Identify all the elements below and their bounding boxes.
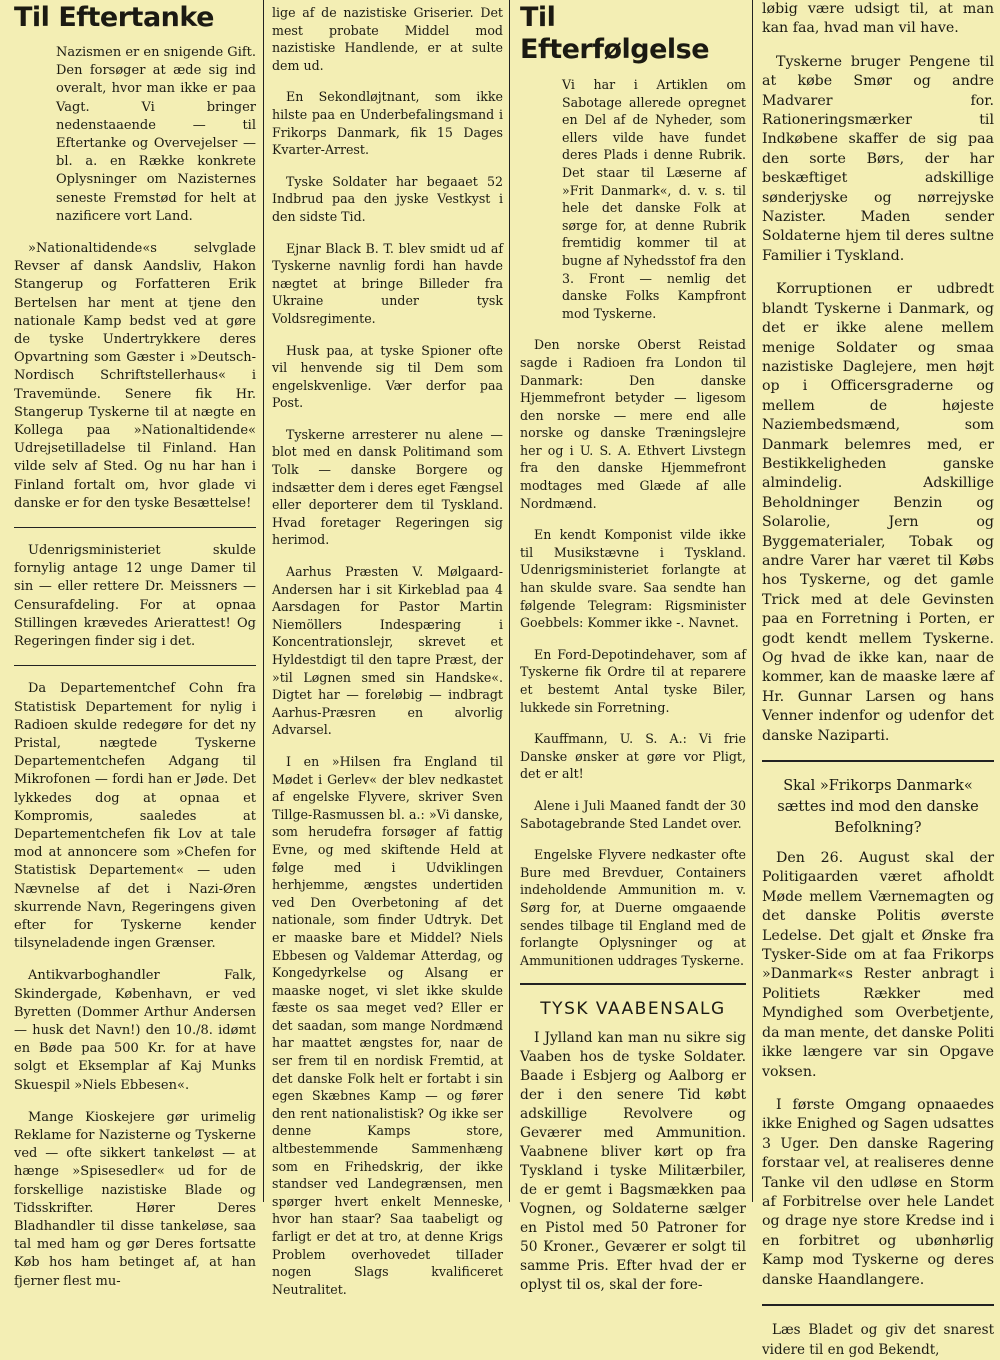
column-til-efterfolgelse bbox=[512, 0, 752, 1294]
column-rule bbox=[263, 0, 264, 1202]
article-paragraph: En kendt Komponist vilde ikke til Musikstævne i Tyskland. Udenrigsministeriet forlangte at han skulde svare. Saa sendte han følgende Telegram: Rigsminister Goebbels: Kommer ikke -. Navnet. bbox=[520, 527, 746, 631]
section-heading: Til Efterfølgelse bbox=[520, 2, 710, 65]
divider bbox=[520, 983, 746, 985]
divider bbox=[14, 527, 256, 528]
article-paragraph: Aarhus Præsten V. Mølgaard-Andersen har i sit Kirkeblad paa 4 Aarsdagen for Pastor Martin Niemöllers Indespæring i Koncentrationslejr, skrevet et Hyldestdigt til den tapre Præst, der »til Løgnen smed sin Handske«. Digtet har — foreløbig — indbragt Aarhus-Præsren en alvorlig Advarsel. bbox=[272, 564, 503, 738]
article-paragraph: Tyske Soldater har begaaet 52 Indbrud paa den jyske Vestkyst i den sidste Tid. bbox=[272, 173, 503, 224]
article-paragraph: I en »Hilsen fra England til Mødet i Gerlev« der blev nedkastet af engelske Flyvere, skriver Sven Tillge-Rasmussen bl. a.: »Vi danske, som herudefra forsøger af fattig Evne, og med skiftende Held at følge med i Udviklingen herhjemme, ængstes undertiden ved Den Overbetoning af det nationale, som finder Udtryk. Det er maaske bare et Middel? Niels Ebbesen og Valdemar Atterdag, og Kongedyrkelse og Alsang er maaske noget, vi slet ikke skulde fæste os saa meget ved? Eller er det saadan, som mange Nordmænd har maattet ængstes for, naar de ser frem til en nordisk Fremtid, at det danske Folk helt er fortabt i sin egen Skæbnes Kamp — og fører den rent nationalistisk? Og ikke ser denne Kamps store, altbestemmende Sammenhæng som en Frihedskrig, der ikke standser ved Landegrænsen, men spørger hvert enkelt Menneske, hvor han staar? Saa taabeligt og farligt er det at tro, at denne Krigs Problem overhovedet tilIader nogen Slags kvalificeret Neutralitet. bbox=[272, 753, 503, 1297]
article-paragraph: En Sekondløjtnant, som ikke hilste paa en Underbefalingsmand i Frikorps Danmark, fik 15 Dages Kvarter-Arrest. bbox=[272, 89, 503, 158]
intro-paragraph: Vi har i Artiklen om Sabotage allerede opregnet en Del af de Nyheder, som ellers vilde have fundet deres Plads i denne Rubrik. Det staar til Læserne af »Frit Danmark«, d. v. s. til hele det danske Folk at sørge for, at denne Rubrik fremtidig kommer til at bugne af Nyhedsstof fra den 3. Front — nemlig det danske Folks Kampfront mod Tyskerne. bbox=[562, 77, 746, 321]
article-paragraph: Tyskerne arresterer nu alene — blot med en dansk Politimand som Tolk — danske Borgere og indsætter dem i deres eget Fængsel eller deporterer dem til Tyskland. Hvad foretager Regeringen sig herimod. bbox=[272, 426, 503, 548]
article-paragraph: Husk paa, at tyske Spioner ofte vil henvende sig til Dem som engelskvenlige. Vær derfor paa Post. bbox=[272, 342, 503, 411]
article-paragraph: Engelske Flyvere nedkaster ofte Bure med Brevduer, Containers indeholdende Ammunition m. v. Sørg for, at Duerne omgaaende sendes tilbage til England med de forlangte Oplysninger og at Ammunitionen uddrages Tyskerne. bbox=[520, 847, 746, 968]
article-paragraph: Korruptionen er udbredt blandt Tyskerne i Danmark, og det er ikke alene mellem menige Soldater og smaa nazistiske Daglejere, men højt op i Officersgraderne og mellem de højeste Naziembedsmænd, som Danmark belemres med, er Bestikkeligheden ganske almindelig. Adskillige Beholdninger Benzin og Solarolie, Jern og Byggematerialer, Tobak og andre Varer har været til Købs hos Tyskerne, og det gamle Trick med at dele Gevinsten paa en Forretning i Porten, er godt kendt mellem Tyskerne. Og hvad de ikke kan, naar de kommer, kan de maaske lære af Hr. Gunnar Larsen og hans Venner indenfor og udenfor det danske Naziparti. bbox=[762, 281, 994, 744]
column-rule bbox=[509, 0, 510, 1202]
article-paragraph: En Ford-Depotindehaver, som af Tyskerne fik Ordre til at reparere et bestemt Antal tyske Biler, lukkede sin Forretning. bbox=[520, 646, 746, 715]
article-paragraph: Da Departementchef Cohn fra Statistisk Departement for nylig i Radioen skulde redegøre for det ny Pristal, nægtede Tyskerne Departementchefen Adgang til Mikrofonen — fordi han er Jøde. Det lykkedes dog at opnaa et Kompromis, saaledes at Departementchefen fik Lov at tale mod at annoncere som »Chefen for Statistisk Departement« — uden Nævnelse af det i Nazi-Øren skurrende Navn, Regeringens given efter for Tyskerne kender tilsyneladende ingen Grænser. bbox=[14, 681, 256, 952]
article-paragraph: Mange Kioskejere gør urimelig Reklame for Nazisterne og Tyskerne ved — ofte sikkert tankeløst — at hænge »Spisesedler« ud for de forskellige nazistiske Blade og Tidsskrifter. Hører Deres Bladhandler til disse tankeløse, saa tal med ham og gør Deres fortsatte Køb hos ham betinget af, at han fjerner flest mu- bbox=[14, 1109, 256, 1289]
article-paragraph: »Nationaltidende«s selvglade Revser af dansk Aandsliv, Hakon Stangerup og Forfatteren Erik Bertelsen har ment at tjene den nationale Kamp bedst ved at gøre de tyske Undertrykkere deres Opvartning som Gæster i »Deutsch-Nordisch Schriftstellerhaus« i Travemünde. Senere fik Hr. Stangerup Tyskerne til at nægte en Kollega paa »Nationaltidende« Udrejsetilladelse til Finland. Han vilde selv af Sted. Og nu har han i Finland fortalt om, hvor glade vi danske er for den tyske Besættelse! bbox=[14, 241, 256, 511]
article-paragraph: Den 26. August skal der Politigaarden været afholdt Møde mellem Værnemagten og det danske Politis øverste Ledelse. Det gjalt et Ønske fra Tysker-Side om at faa Frikorps »Danmark«s Rester anbragt i Politiets Rækker med Myndighed som Overbetjente, da man mente, det danske Politi ikke længere var sin Opgave voksen. bbox=[762, 850, 994, 1080]
column-continued-notes bbox=[266, 0, 509, 1297]
column-til-eftertanke bbox=[0, 0, 262, 1289]
article-paragraph: Alene i Juli Maaned fandt der 30 Sabotagebrande Sted Landet over. bbox=[520, 797, 746, 831]
article-paragraph: I første Omgang opnaaedes ikke Enighed og Sagen udsattes 3 Uger. Den danske Ragering forstaar vel, at realiseres denne Tanke vil den udløse en Storm af Forbitrelse over hele Landet og drage nye store Kredse ind i en forbitret og ubønhørlig Kamp mod Tyskerne og deres danske Haandlangere. bbox=[762, 1096, 994, 1288]
article-paragraph: lige af de nazistiske Griserier. Det mest probate Middel mod nazistiske Handlende, er at sulte dem ud. bbox=[272, 5, 503, 73]
column-rule bbox=[752, 0, 753, 1202]
closing-note: Læs Bladet og giv det snarest videre til en god Bekendt, bbox=[762, 1321, 994, 1358]
article-paragraph: Ejnar Black B. T. blev smidt ud af Tyskerne navnlig fordi han havde nægtet at bringe Billeder fra Ukraine under tysk Voldsregimente. bbox=[272, 240, 503, 326]
section-heading: Til Eftertanke bbox=[14, 2, 214, 33]
subsection-heading: TYSK VAABENSALG bbox=[540, 999, 726, 1020]
divider bbox=[14, 665, 256, 666]
intro-paragraph: Nazismen er en snigende Gift. Den forsøger at æde sig ind overalt, hvor man ikke er paa Vagt. Vi bringer nedenstaaende — til Eftertanke og Overvejelser — bl. a. en Række konkrete Oplysninger om Nazisternes seneste Fremstød for helt at nazificere vort Land. bbox=[56, 45, 257, 224]
article-paragraph: løbig være udsigt til, at man kan faa, hvad man vil have. bbox=[762, 1, 994, 37]
article-paragraph: Udenrigsministeriet skulde fornylig antage 12 unge Damer til sin — eller rettere Dr. Meissners — Censurafdeling. For at opnaa Stillingen krævedes Arierattest! Og Regeringen finder sig i det. bbox=[14, 543, 256, 650]
column-continued-frikorps bbox=[754, 0, 1000, 1358]
article-paragraph: Kauffmann, U. S. A.: Vi frie Danske ønsker at gøre vor Pligt, det er alt! bbox=[520, 731, 746, 782]
subsection-heading: Skal »Frikorps Danmark« sættes ind mod den danske Befolkning? bbox=[777, 778, 979, 837]
divider bbox=[762, 760, 994, 762]
article-paragraph: Den norske Oberst Reistad sagde i Radioen fra London til Danmark: Den danske Hjemmefront betyder — ligesom den norske — mere end alle norske og danske Træningslejre her og i U. S. A. Ethvert Livstegn fra den danske Hjemmefront modtages med Glæde af alle Nordmænd. bbox=[520, 337, 746, 511]
article-paragraph: I Jylland kan man nu sikre sig Vaaben hos de tyske Soldater. Baade i Esbjerg og Aalborg er der i den senere Tid købt adskillige Revolvere og Geværer med Ammunition. Vaabnene bliver kørt op fra Tyskland i tyske Militærbiler, de er gemt i Bagsmækken paa Vognen, og Soldaterne sælger en Pistol med 50 Patroner for 50 Kroner., Geværer er solgt til samme Pris. Efter hvad der er oplyst til os, skal der fore- bbox=[520, 1030, 746, 1294]
divider bbox=[762, 1304, 994, 1306]
article-paragraph: Antikvarboghandler Falk, Skindergade, København, er ved Byretten (Dommer Arthur Andersen — husk det Navn!) den 10./8. idømt en Bøde paa 500 Kr. for at have solgt et Eksemplar af Kaj Munks Skuespil »Niels Ebbesen«. bbox=[14, 968, 256, 1093]
article-paragraph: Tyskerne bruger Pengene til at købe Smør og andre Madvarer for. Rationeringsmærker til Indkøbene skaffer de sig paa den sorte Børs, der har beskæftiget adskillige sønderjyske og nørrejyske Nazister. Maden sender Soldaterne hjem til deres sultne Familier i Tyskland. bbox=[762, 53, 994, 264]
